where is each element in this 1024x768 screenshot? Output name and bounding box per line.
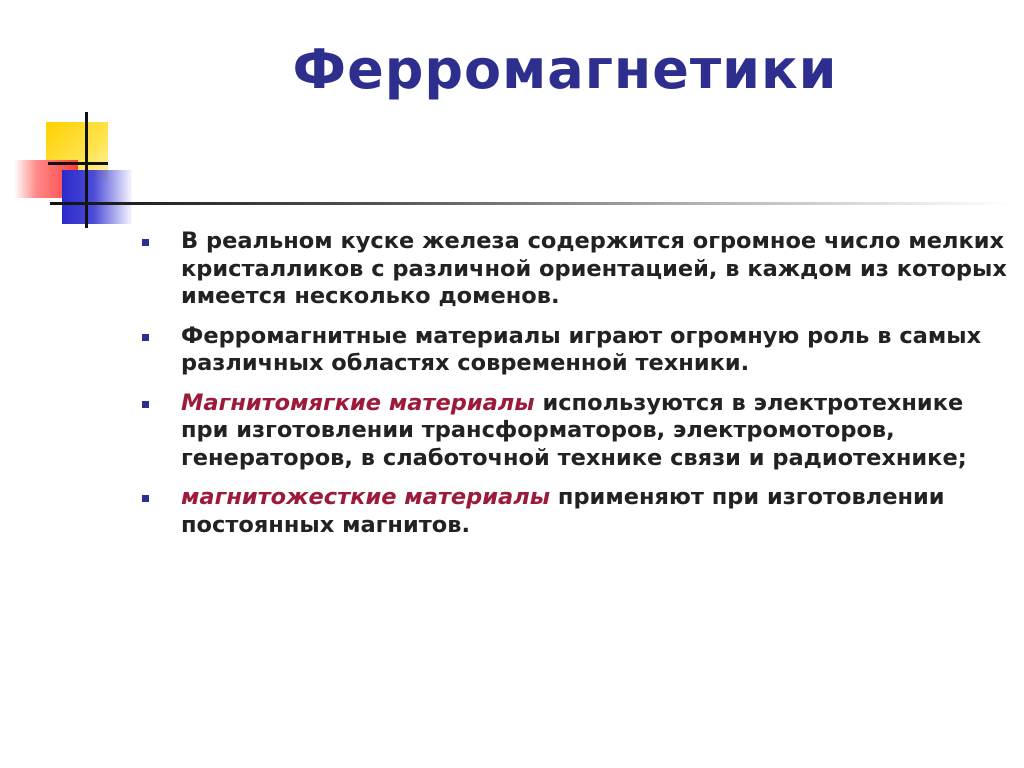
- blue-square: [62, 170, 132, 224]
- square-bullet-icon: [142, 334, 149, 341]
- horizontal-line-short: [48, 162, 108, 165]
- list-item: [142, 390, 1012, 473]
- bullet-text: В реальном куске железа содержится огромное число мелких кристалликов с различной ориентацией, в каждом из которых имеется несколько доменов.: [181, 228, 1007, 309]
- square-bullet-icon: [142, 239, 149, 246]
- square-bullet-icon: [142, 495, 149, 502]
- emphasis-text: магнитожесткие материалы: [181, 484, 551, 510]
- emphasis-text: Магнитомягкие материалы: [181, 389, 535, 416]
- bullet-text: применяют при изготовлении постоянных магнитов.: [181, 484, 945, 538]
- title-divider: [50, 202, 1010, 205]
- list-item: [142, 228, 1012, 311]
- vertical-line: [85, 112, 88, 228]
- bullet-text: Ферромагнитные материалы играют огромную роль в самых различных областях современной техники.: [181, 322, 982, 376]
- bullet-list: [142, 228, 1012, 551]
- slide-title: Ферромагнетики: [292, 38, 838, 101]
- bullet-text: используются в электротехнике при изготовлении трансформаторов, электромоторов, генераторов, в слаботочной технике связи и радиотехнике;: [181, 389, 967, 471]
- list-item: [142, 484, 1012, 539]
- list-item: [142, 323, 1012, 378]
- square-bullet-icon: [142, 401, 149, 408]
